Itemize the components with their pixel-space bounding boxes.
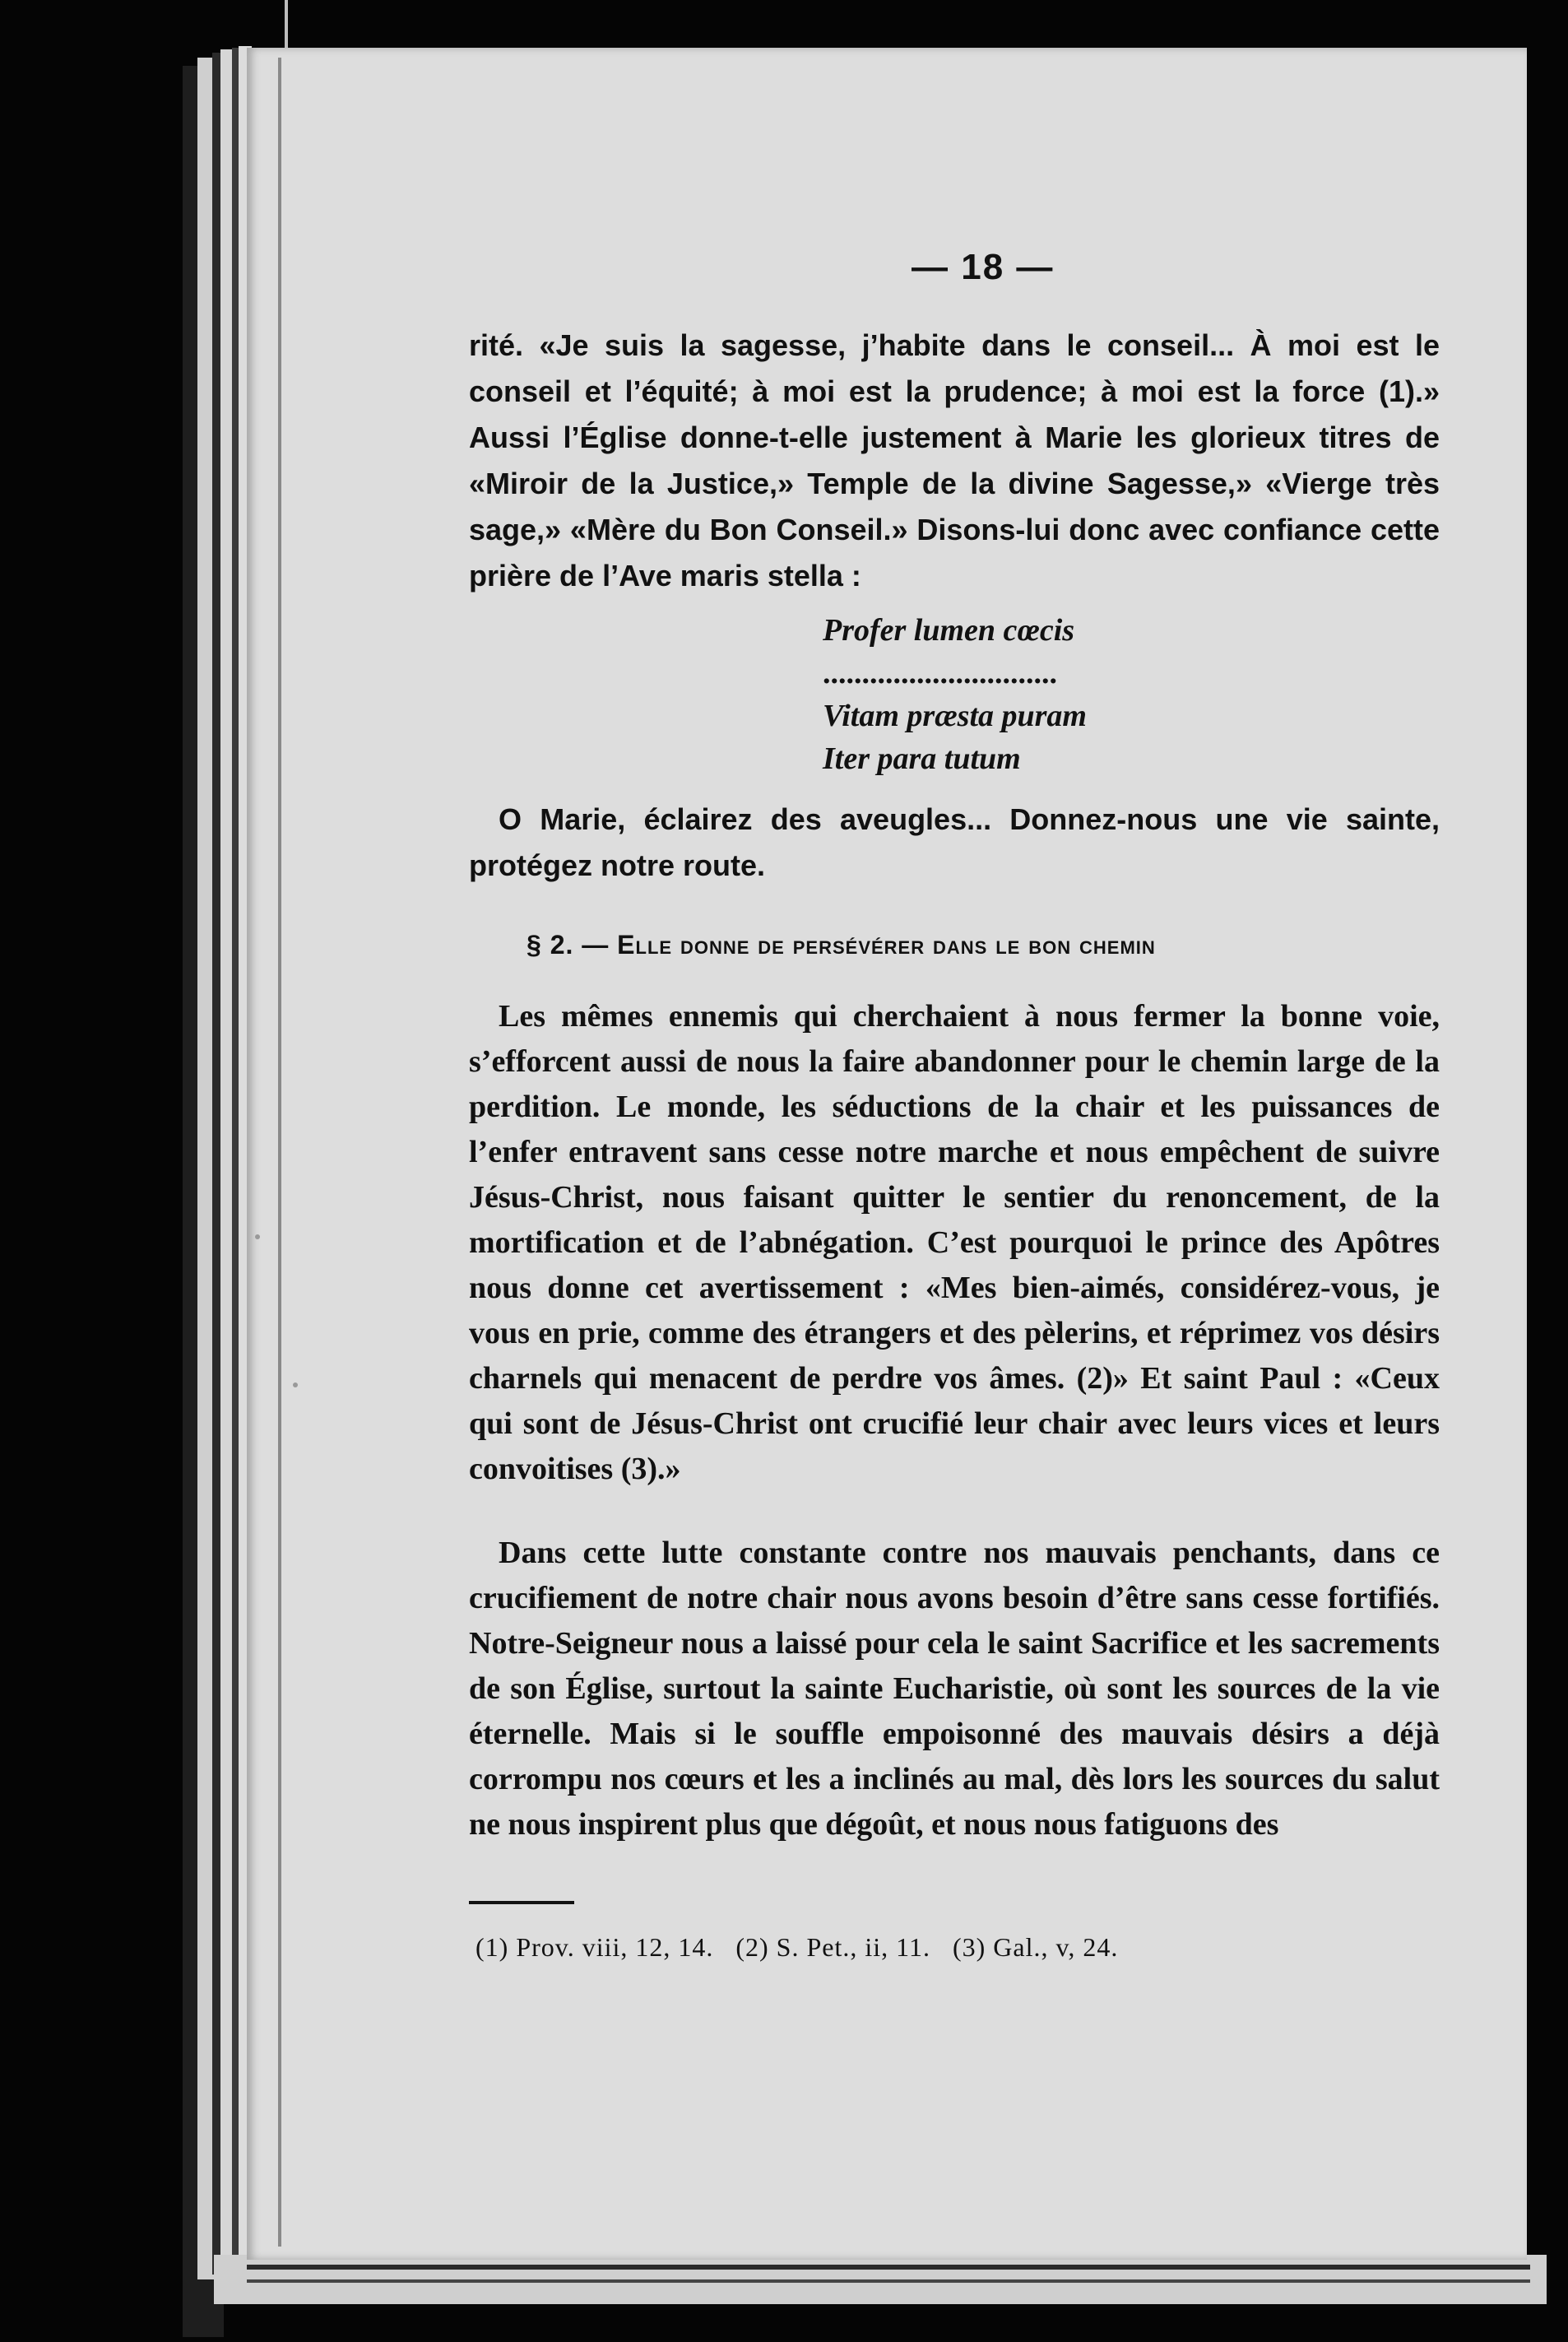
paragraph-1: [469, 323, 1440, 599]
book-edge: [232, 48, 239, 2270]
scan-artifact: [285, 0, 288, 49]
paragraph-2: [469, 797, 1440, 889]
verse-line-3: Iter para tutum: [823, 741, 1021, 776]
latin-verse: [823, 609, 1087, 780]
section-heading: § 2. — Elle donne de persévérer dans le bon chemin: [527, 930, 1156, 960]
paragraph-3-text: Les mêmes ennemis qui cherchaient à nous fermer la bonne voie, s’efforcent aussi de nous la faire abandonner pour le chemin large de la perdition. Le monde, les séductions de la chair et les puissances de l’enfer entravent sans cesse notre marche et nous empêchent de suivre Jésus-Christ, nous faisant quitter le sentier du renoncement, de la mortification et de l’abnégation. C’est pourquoi le prince des Apôtres nous donne cet avertissement : «Mes bien-aimés, considérez-vous, je vous en prie, comme des étrangers et des pèlerins, et réprimez vos désirs charnels qui menacent de perdre vos âmes. (2)» Et saint Paul : «Ceux qui sont de Jésus-Christ ont crucifié leur chair avec leurs vices et leurs convoitises (3).»: [469, 999, 1440, 1486]
footnote-rule: [469, 1901, 574, 1904]
book-bottom-edge-line: [247, 2265, 1530, 2270]
page-number: — 18 —: [912, 247, 1055, 287]
verse-ellipsis: ..............................: [823, 656, 1057, 690]
verse-line-1: Profer lumen cœcis: [823, 613, 1075, 648]
paragraph-4: [469, 1531, 1440, 1847]
paragraph-2-text: O Marie, éclairez des aveugles... Donnez-nous une vie sainte, protégez notre route.: [469, 802, 1440, 882]
scan-speck: [293, 1382, 298, 1387]
paragraph-4-text: Dans cette lutte constante contre nos mauvais penchants, dans ce crucifiement de notre chair nous avons besoin d’être sans cesse fortifiés. Notre-Seigneur nous a laissé pour cela le saint Sacrifice et les sacrements de son Église, surtout la sainte Eucharistie, où sont les sources de la vie éternelle. Mais si le souffle empoisonné des mauvais désirs a déjà corrompu nos cœurs et les a inclinés au mal, dès lors les sources du salut ne nous inspirent plus que dégoût, et nous nous fatiguons des: [469, 1536, 1440, 1842]
scan-speck: [255, 1234, 260, 1239]
footnotes: (1) Prov. viii, 12, 14. (2) S. Pet., ii, 11. (3) Gal., v, 24.: [476, 1932, 1119, 1962]
page-gutter-line: [278, 58, 281, 2247]
paragraph-1-text: rité. «Je suis la sagesse, j’habite dans le conseil... À moi est le conseil et l’équité; à moi est la prudence; à moi est la force (1).» Aussi l’Église donne-t-elle justement à Marie les glorieux titres de «Miroir de la Justice,» Temple de la divine Sagesse,» «Vierge très sage,» «Mère du Bon Conseil.» Disons-lui donc avec confiance cette prière de l’Ave maris stella :: [469, 328, 1440, 592]
paragraph-3: [469, 994, 1440, 1492]
book-bottom-edge-line: [247, 2279, 1530, 2283]
verse-line-2: Vitam præsta puram: [823, 699, 1087, 733]
